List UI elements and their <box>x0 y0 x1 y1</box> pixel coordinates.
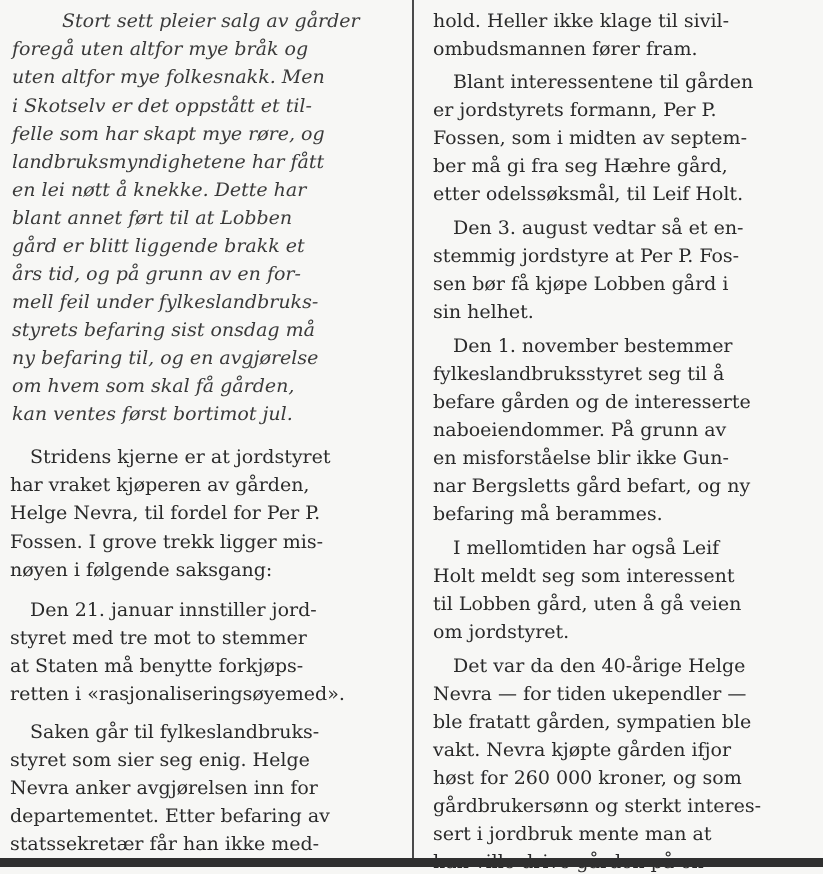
body-line: retten i «rasjonaliseringsøyemed». <box>10 683 345 705</box>
body-line: Nevra — for tiden ukependler — <box>433 683 747 705</box>
body-line: Blant interessentene til gården <box>453 71 754 93</box>
body-line: Stridens kjerne er at jordstyret <box>30 446 331 468</box>
body-line: hold. Heller ikke klage til sivil- <box>433 10 730 32</box>
body-line: om jordstyret. <box>433 621 570 643</box>
lead-line: om hvem som skal få gården, <box>12 375 295 397</box>
body-line: befare gården og de interesserte <box>433 391 751 413</box>
column-divider <box>412 0 414 858</box>
body-line: høst for 260 000 kroner, og som <box>433 767 742 789</box>
body-line: styret med tre mot to stemmer <box>10 627 307 649</box>
body-line: gårdbrukersønn og sterkt interes- <box>433 795 761 817</box>
body-line: Fossen, som i midten av septem- <box>433 127 747 149</box>
body-line: ber må gi fra seg Hæhre gård, <box>433 155 728 177</box>
body-line: fylkeslandbruksstyret seg til å <box>433 363 725 385</box>
body-line: sen bør få kjøpe Lobben gård i <box>433 273 729 295</box>
body-line: nar Bergsletts gård befart, og ny <box>433 475 751 497</box>
lead-line: Stort sett pleier salg av gårder <box>62 10 360 32</box>
lead-line: mell feil under fylkeslandbruks- <box>12 291 319 313</box>
body-line: Holt meldt seg som interessent <box>433 565 735 587</box>
body-line: etter odelssøksmål, til Leif Holt. <box>433 183 744 205</box>
lead-line: foregå uten altfor mye bråk og <box>12 38 309 60</box>
body-line: Den 1. november bestemmer <box>453 335 733 357</box>
body-line: Nevra anker avgjørelsen inn for <box>10 777 318 799</box>
lead-line: uten altfor mye folkesnakk. Men <box>12 66 325 88</box>
body-line: statssekretær får han ikke med- <box>10 833 320 855</box>
body-line: nøyen i følgende saksgang: <box>10 559 273 581</box>
body-line: I mellomtiden har også Leif <box>453 537 720 559</box>
body-line: er jordstyrets formann, Per P. <box>433 99 717 121</box>
body-line: ble fratatt gården, sympatien ble <box>433 711 752 733</box>
body-line: Fossen. I grove trekk ligger mis- <box>10 531 324 553</box>
lead-line: i Skotselv er det oppstått et til- <box>12 95 312 117</box>
body-line: Den 3. august vedtar så et en- <box>453 217 744 239</box>
body-line: stemmig jordstyre at Per P. Fos- <box>433 245 740 267</box>
body-line: at Staten må benytte forkjøps- <box>10 655 304 677</box>
body-line: naboeiendommer. På grunn av <box>433 419 727 441</box>
body-line: Det var da den 40-årige Helge <box>453 655 746 677</box>
lead-line: kan ventes først bortimot jul. <box>12 403 293 425</box>
body-line: styret som sier seg enig. Helge <box>10 749 310 771</box>
body-line: departementet. Etter befaring av <box>10 805 330 827</box>
body-line: ombudsmannen fører fram. <box>433 38 698 60</box>
body-line: Saken går til fylkeslandbruks- <box>30 721 320 743</box>
lead-line: gård er blitt liggende brakk et <box>12 235 305 257</box>
body-line: Helge Nevra, til fordel for Per P. <box>10 502 321 524</box>
lead-line: blant annet ført til at Lobben <box>12 207 293 229</box>
body-line: vakt. Nevra kjøpte gården ifjor <box>433 739 732 761</box>
bottom-rule <box>0 858 823 867</box>
body-line: en misforståelse blir ikke Gun- <box>433 447 729 469</box>
lead-line: en lei nøtt å knekke. Dette har <box>12 179 307 201</box>
body-line: til Lobben gård, uten å gå veien <box>433 593 742 615</box>
lead-line: ny befaring til, og en avgjørelse <box>12 347 319 369</box>
body-line: sin helhet. <box>433 301 534 323</box>
body-line: Den 21. januar innstiller jord- <box>30 599 317 621</box>
body-line: har vraket kjøperen av gården, <box>10 474 310 496</box>
lead-line: styrets befaring sist onsdag må <box>12 319 315 341</box>
lead-line: landbruksmyndighetene har fått <box>12 151 325 173</box>
body-line: sert i jordbruk mente man at <box>433 823 712 845</box>
lead-line: felle som har skapt mye røre, og <box>12 123 325 145</box>
lead-line: års tid, og på grunn av en for- <box>12 263 301 285</box>
body-line: befaring må berammes. <box>433 503 663 525</box>
